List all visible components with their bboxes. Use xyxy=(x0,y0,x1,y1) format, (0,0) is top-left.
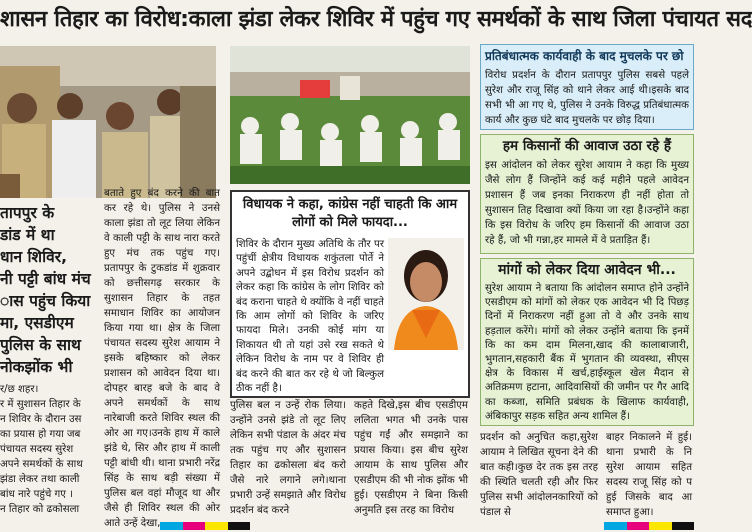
mla-portrait xyxy=(388,238,464,350)
protest-photo xyxy=(0,46,216,198)
kicker-line: पुलिस के साथ xyxy=(0,336,81,354)
kicker-line: तापपुर के xyxy=(0,204,55,222)
article-column-4: कहते दिखे,इस बीच एसडीएम ललिता भगत भी उनके पास पहुंच गईं और समझाने का प्रयास किया। इस बीच सुरेश आयाम के साथ पुलिस और एसडीएम की भी नोक झोंक भी हुई। एसडीएम ने बिना किसी अनुमति इस तरह का विरोध xyxy=(354,400,468,516)
demands-application-box xyxy=(480,258,694,426)
farmers-voice-box xyxy=(480,134,694,254)
box2-title: हम किसानों की आवाज उठा रहे हैं xyxy=(502,138,672,154)
registration-color-bar xyxy=(604,522,694,530)
article-column-2: बताते हुए बंद करने की बात कर रहे थे। पुलिस ने उनसे काला झंडा तो लूट लिया लेकिन वे काली पट्टी के साथ नारा करते हुए मंच तक पहुंच गए। प्रतापपुर के टुकडांड में शुक्रवार को छत्तीसगढ़ सरकार के सुशासन तिहार के तहत समाधान शिविर का आयोजन किया गया था। क्षेत्र के जिला पंचायत सदस्य सुरेश आयाम ने इसके बहिष्कार को लेकर प्रशासन को आवेदन दिया था। दोपहर बारह बजे के बाद वे अपने समर्थकों के साथ नारेबाजी करते शिविर स्थल की ओर आ गए।उनके हाथ में काले झंडे थे, सिर और हाथ में काली पट्टी बांधी थी। थाना प्रभारी नरेंद्र सिंह के साथ बड़ी संख्या में पुलिस बल वहां मौजूद था और जैसे ही शिविर स्थल की ओर आते उन्हें देखा, xyxy=(104,188,220,529)
kicker-line: नोकझोंक भी xyxy=(0,358,73,376)
body-line: अपने समर्थकों के साथ xyxy=(0,459,83,470)
body-line: पंचायत सदस्य सुरेश xyxy=(0,444,74,455)
quote-body: शिविर के दौरान मुख्य अतिथि के तौर पर पहुंचीं क्षेत्रीय विधायक शकुंतला पोर्ते ने अपने उद्बोधन में इस विरोध प्रदर्शन को लेकर कहा कि कांग्रेस के लोग शिविर को बंद कराना चाहते थे क्योंकि वे नहीं चाहते कि आम लोगों को शिविर के जरिए फायदा मिले। उनकी कोई मांग या शिकायत थी तो यहां उसे रख सकते थे लेकिन विरोध के नाम पर वे शिविर ही बंद करने की बात कर रहे थे जो बिल्कुल ठीक नहीं है। xyxy=(236,239,384,395)
seated-crowd-photo xyxy=(230,46,470,184)
box1-title: प्रतिबंधात्मक कार्यवाही के बाद मुचलके पर छो xyxy=(485,49,684,63)
left-body-column xyxy=(0,382,98,522)
quote-title: विधायक ने कहा, कांग्रेस नहीं चाहती कि आम लोगों को मिले फायदा... xyxy=(242,197,458,230)
box1-body: विरोध प्रदर्शन के दौरान प्रतापपुर पुलिस सबसे पहले सुरेश और राजू सिंह को थाने लेकर आई थी।इसके बाद सभी भी आ गए थे, पुलिस ने उनके विरुद्ध प्रतिबंधात्मक कार्य और कुछ घंटे बाद मुचलके पर छोड़ दिया। xyxy=(485,70,689,126)
registration-color-bar xyxy=(160,522,250,530)
kicker-line: ास पहुंच किया xyxy=(0,292,91,310)
body-line: र/छ शहर। xyxy=(0,384,39,395)
headline: शासन तिहार का विरोध:काला झंडा लेकर शिविर में पहुंच गए समर्थकों के साथ जिला पंचायत सद xyxy=(0,7,752,32)
body-line: न तिहार को ढकोसला xyxy=(0,504,80,515)
article-column-5: प्रदर्शन को अनुचित कहा,सुरेश आयाम ने लिखित सूचना देने की बात कही।कुछ देर तक इस तरह की स्थिति चलती रही और फिर पुलिस सभी आंदोलनकारियों को पंडाल से xyxy=(480,432,598,518)
box2-body: इस आंदोलन को लेकर सुरेश आयाम ने कहा कि मुख्य जैसे लोग हैं जिन्होंने कई कई महीने पहले आवेदन प्रशासन हैं जब इनका निराकरण ही नहीं होता तो सुशासन तिह दिखावा क्यों किया जा रहा है।उन्होंने कहा कि इस विरोध के जरिए हम किसानों की आवाज उठा रहे हैं, जो भी गन्ना,हर मामले में वे प्रताड़ित हैं। xyxy=(485,160,689,246)
kicker-line: धान शिविर, xyxy=(0,248,67,266)
body-line: बांध नारे पहुंचे गए । xyxy=(0,489,74,500)
body-line: न शिविर के दौरान उस xyxy=(0,414,82,425)
bond-release-box xyxy=(480,44,694,130)
body-line: का प्रयास हो गया जब xyxy=(0,429,81,440)
mla-quote-box xyxy=(230,190,470,398)
left-kicker xyxy=(0,202,98,378)
body-line: र में सुशासन तिहार के xyxy=(0,399,81,410)
article-column-6: बाहर निकालने में हुई। थाना प्रभारी के नि सुरेश आयाम सहित सदस्य राजू सिंह को प हुई जिसके बाद आ समाप्त हुआ। xyxy=(606,432,692,518)
kicker-line: डांड में था xyxy=(0,226,55,244)
article-column-3: पुलिस बल न उन्हें रोक लिया। उन्होंने उनसे झंडे तो लूट लिए लेकिन सभी पंडाल के अंदर मंच तक पहुंच गए और सुशासन तिहार का ढकोसला बंद करो जैसे नारे लगाने लगे।थाना प्रभारी उन्हें समझाते और विरोध प्रदर्शन बंद करने xyxy=(230,400,346,516)
body-line: झंडा लेकर तथा काली xyxy=(0,474,80,485)
kicker-line: मा, एसडीएम xyxy=(0,314,74,332)
box3-title: मांगों को लेकर दिया आवेदन भी... xyxy=(498,262,676,278)
kicker-line: नी पट्टी बांध मंच xyxy=(0,270,91,288)
box3-body: सुरेश आयाम ने बताया कि आंदोलन समाप्त होने उन्होंने एसडीएम को मांगों को लेकर एक आवेदन भी दि पिछड़ दिनों में निराकरण नहीं हुआ तो वे और उनके साथ हड़ताल करेंगे। मांगों को लेकर उन्होंने बताया कि इनमें कि का कम दाम मिलना,खाद की कालाबाजारी, भुगतान,सहकारी बैंक में भुगतान की व्यवस्था, सीएस क्षेत्र के विकास में खर्च,हाईस्कूल खेल मैदान से अतिक्रमण हटाना, आदिवासियों की जमीन पर गैर आदि का कब्जा, समिति प्रबंधक के खिलाफ कार्यवाही, अंबिकापुर सड़क सहित अन्य शामिल हैं। xyxy=(485,283,689,422)
